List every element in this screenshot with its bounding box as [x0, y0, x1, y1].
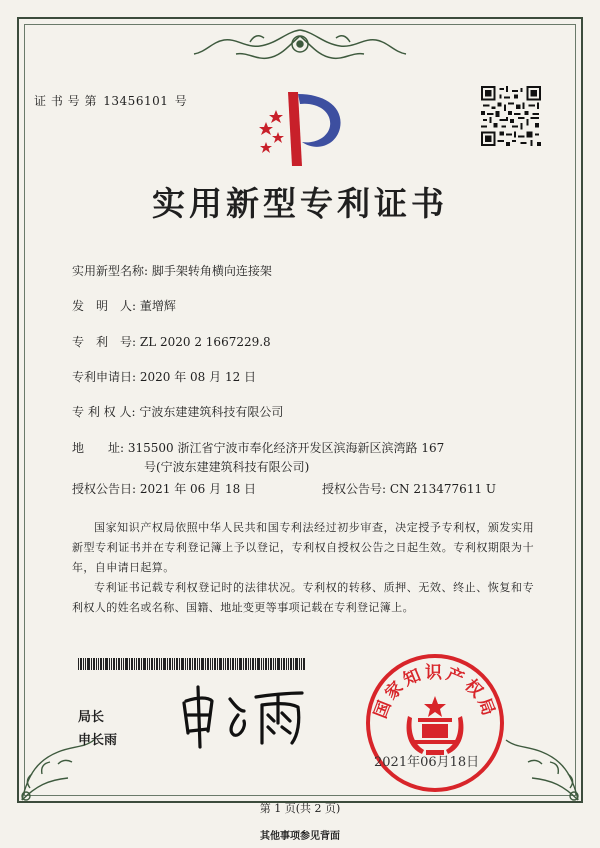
utility-model-name-label: 实用新型名称:: [72, 264, 149, 278]
seal-text: 国家知识产权局: [370, 663, 500, 722]
address-row: [72, 439, 444, 456]
grant-statement-paragraph: 国家知识产权局依照中华人民共和国专利法经过初步审查，决定授予专利权，颁发实用新型专利证书并在专利登记簿上予以登记，专利权自授权公告之日起生效。专利权期限为十年，自申请日起算。: [72, 521, 534, 574]
page-number: 第 1 页(共 2 页): [259, 802, 341, 815]
address-line2: 号(宁波东建建筑科技有限公司): [144, 460, 310, 474]
top-ornament-icon: [190, 22, 410, 68]
application-date-value: 2020 年 08 月 12 日: [139, 370, 257, 384]
official-seal-icon: [364, 652, 506, 794]
certificate-number: [34, 92, 189, 109]
patent-office-logo-icon: [252, 82, 348, 168]
patentee-value: 宁波东建建筑科技有限公司: [139, 405, 284, 419]
barcode-icon: [78, 658, 306, 670]
patent-number-row: [72, 333, 271, 350]
bottom-right-ornament-icon: [502, 734, 582, 804]
grant-date-row: [72, 480, 256, 497]
address-line1: 315500 浙江省宁波市奉化经济开发区滨海新区滨湾路 167: [127, 441, 445, 455]
inventor-label: 发 明 人:: [72, 299, 137, 313]
inventor-row: [72, 297, 176, 314]
patent-number-label: 专 利 号:: [72, 335, 137, 349]
footer-note: 其他事项参见背面: [260, 831, 340, 842]
certificate-title: 实用新型专利证书: [152, 184, 448, 223]
handwritten-signature: [178, 681, 308, 751]
certificate-number-value: 13456101: [103, 94, 169, 108]
qr-code-icon: [481, 86, 541, 146]
certificate-number-suffix: 号: [174, 94, 188, 108]
application-date-label: 专利申请日:: [72, 370, 137, 384]
director-title: 局长: [78, 710, 105, 725]
patent-number-value: ZL 2020 2 1667229.8: [139, 335, 271, 349]
address-label: 地 址:: [72, 441, 125, 455]
patentee-row: [72, 403, 283, 420]
grant-date-label: 授权公告日:: [72, 482, 137, 496]
grant-number-value: CN 213477611 U: [389, 482, 497, 496]
application-date-row: [72, 368, 256, 385]
inventor-value: 董增辉: [139, 299, 176, 313]
patentee-label: 专 利 权 人:: [72, 405, 136, 419]
seal-date: 2021年06月18日: [374, 755, 480, 770]
director-name: 申长雨: [78, 733, 118, 748]
legal-status-paragraph: 专利证书记载专利权登记时的法律状况。专利权的转移、质押、无效、终止、恢复和专利权人的姓名或名称、国籍、地址变更等事项记载在专利登记簿上。: [72, 581, 534, 614]
grant-number-label: 授权公告号:: [322, 482, 387, 496]
grant-date-value: 2021 年 06 月 18 日: [139, 482, 257, 496]
certificate-number-label: 证 书 号 第: [34, 94, 97, 108]
grant-number-row: [322, 480, 496, 497]
utility-model-name-value: 脚手架转角横向连接架: [151, 264, 272, 278]
utility-model-name-row: [72, 262, 272, 279]
